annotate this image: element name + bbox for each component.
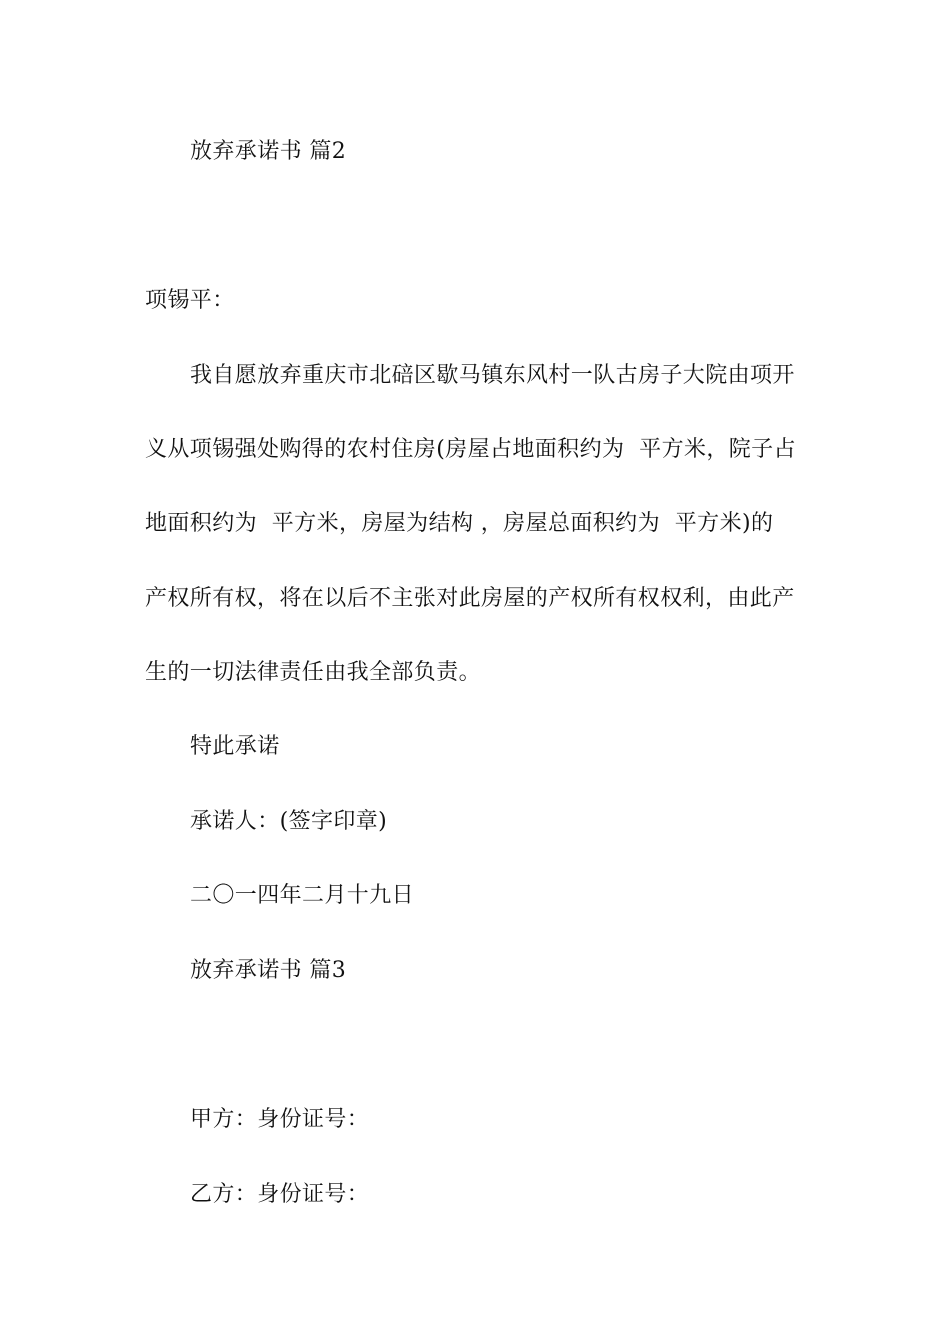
addressee: 项锡平： xyxy=(145,288,235,313)
body-line-5: 生的一切法律责任由我全部负责。 xyxy=(145,660,482,685)
party-b-line: 乙方：身份证号： xyxy=(190,1182,370,1207)
section-heading-3: 放弃承诺书 篇3 xyxy=(190,958,347,983)
date-line: 二〇一四年二月十九日 xyxy=(190,883,415,908)
party-a-line: 甲方：身份证号： xyxy=(190,1107,370,1132)
section-heading-2: 放弃承诺书 篇2 xyxy=(190,139,347,164)
closing-text: 特此承诺 xyxy=(190,734,280,759)
signer-line: 承诺人：(签字印章) xyxy=(190,809,388,834)
body-line-4: 产权所有权，将在以后不主张对此房屋的产权所有权权利，由此产 xyxy=(145,586,795,611)
body-line-1: 我自愿放弃重庆市北碚区歇马镇东风村一队古房子大院由项开 xyxy=(190,363,795,388)
body-line-2: 义从项锡强处购得的农村住房(房屋占地面积约为 平方米，院子占 xyxy=(145,437,796,462)
body-line-3: 地面积约为 平方米，房屋为结构 ，房屋总面积约为 平方米)的 xyxy=(145,511,774,536)
